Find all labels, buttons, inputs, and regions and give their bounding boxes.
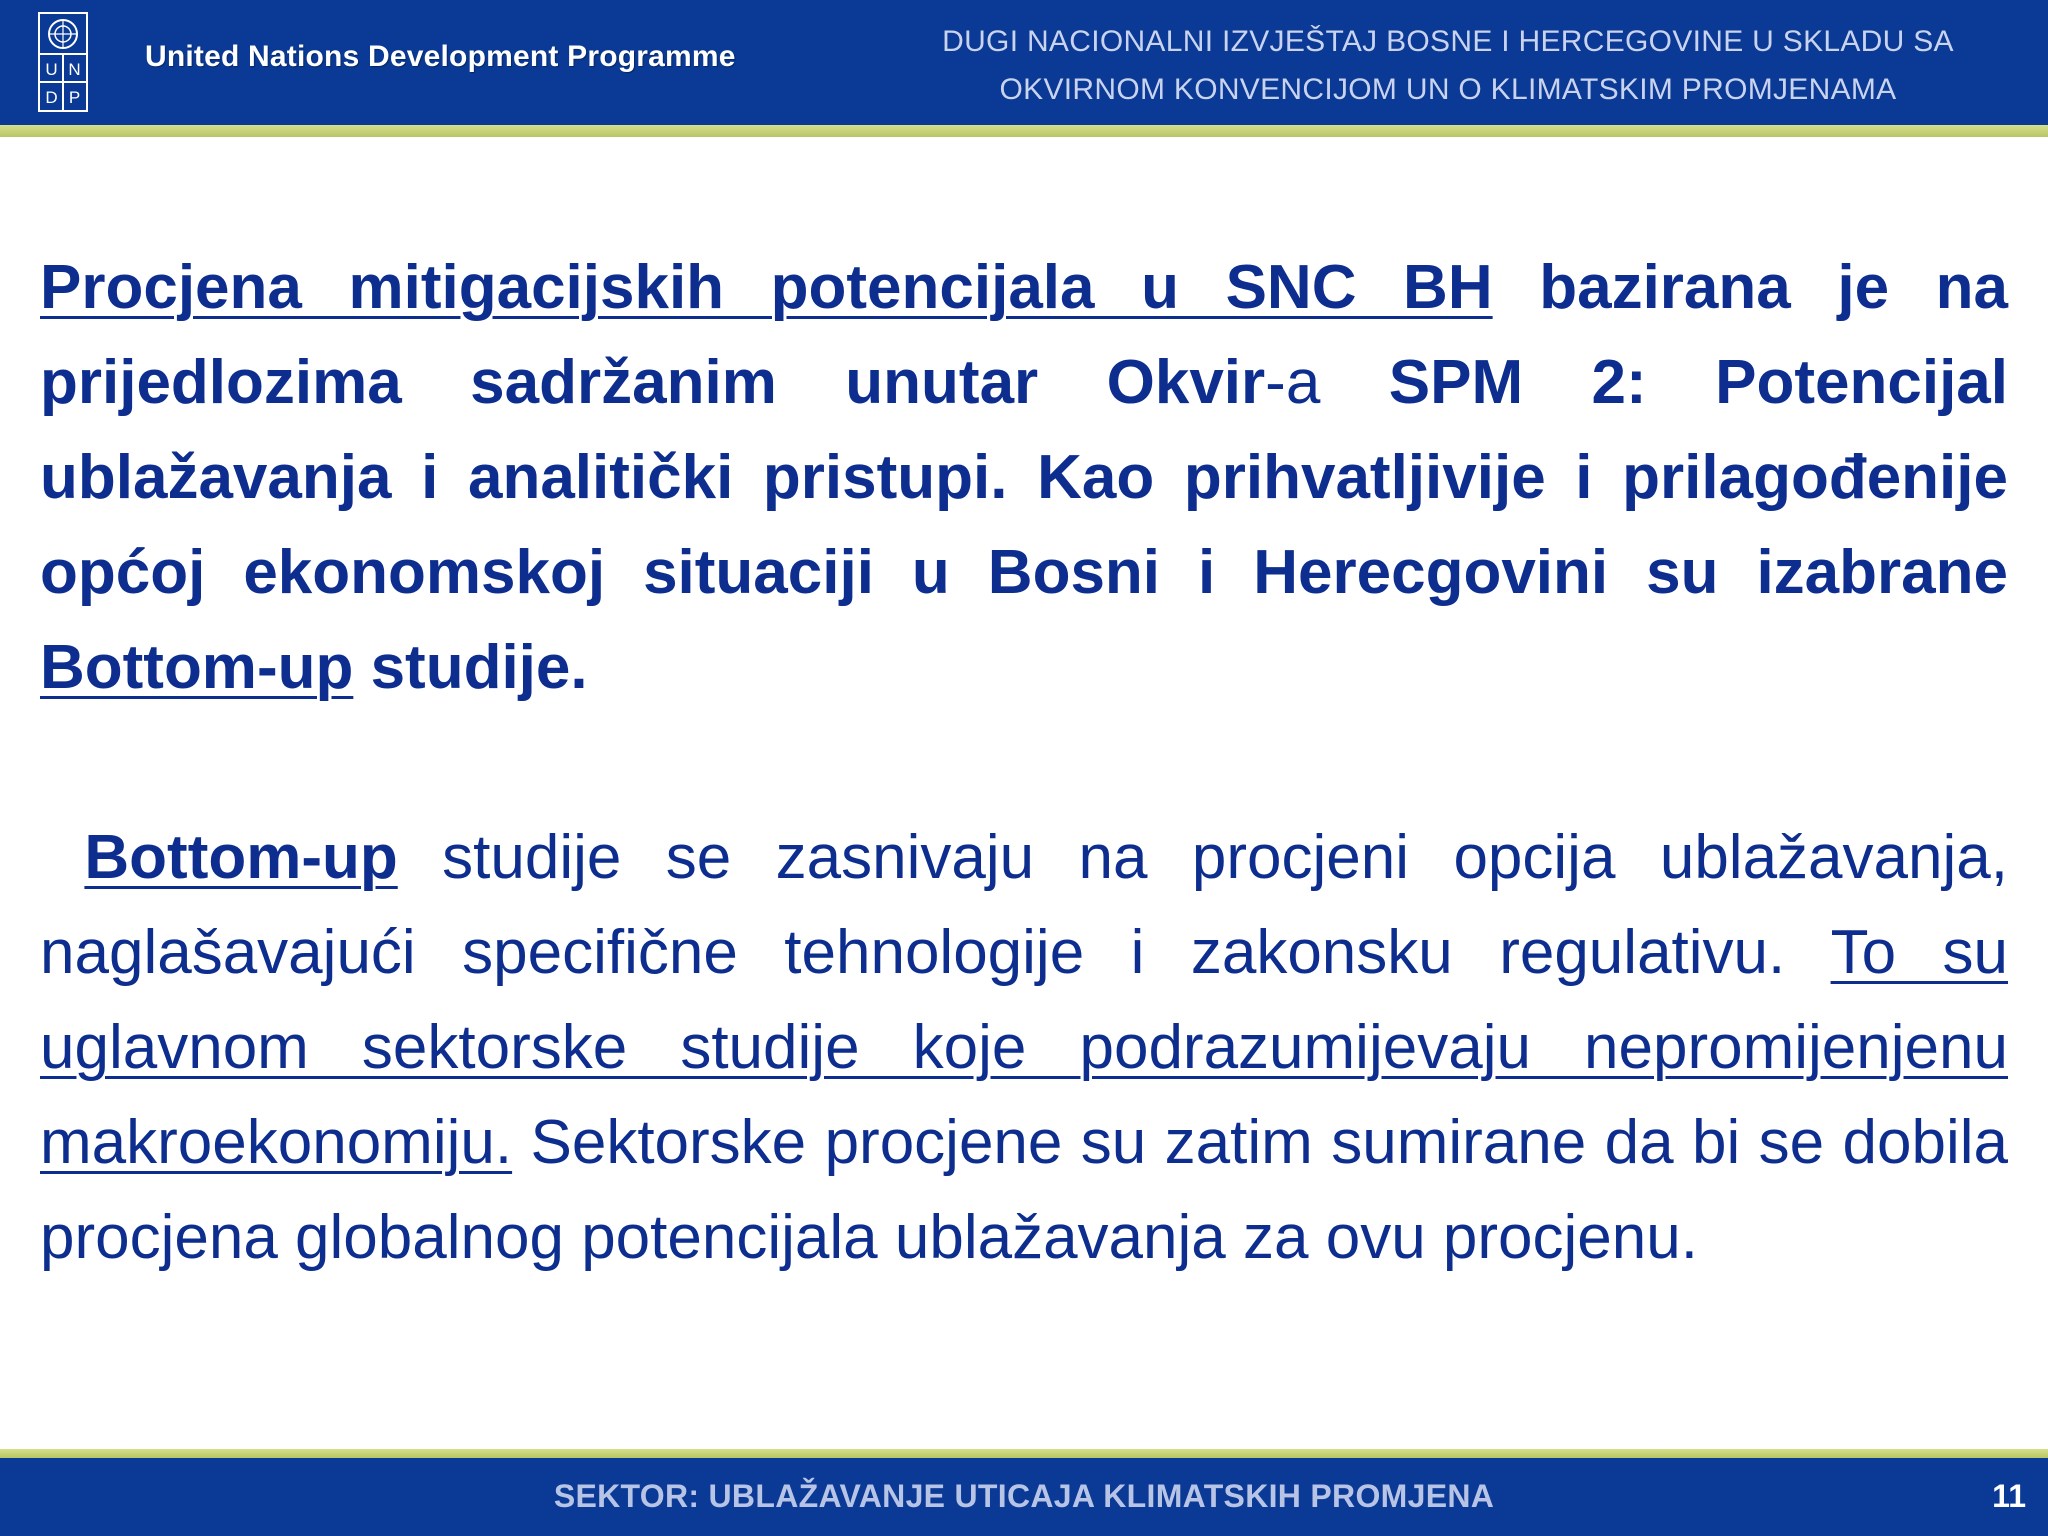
- p2-bottom-up-term: Bottom-up: [84, 823, 398, 892]
- paragraph-1: [40, 240, 2008, 715]
- slide-content: [40, 240, 2008, 1285]
- p1-text-c: studije.: [353, 633, 588, 702]
- footer-stripe: [0, 1449, 2048, 1458]
- sector-label: SEKTOR: UBLAŽAVANJE UTICAJA KLIMATSKIH PROMJENA: [553, 1478, 1495, 1514]
- p1-underlined-heading: Procjena mitigacijskih potencijala u SNC BH: [40, 253, 1493, 322]
- p1-suffix: -a: [1265, 348, 1321, 417]
- logo-letter-p: P: [68, 88, 81, 107]
- logo-letter-u: U: [45, 60, 58, 79]
- p2-text-b: Sektorske procjene su zatim sumirane da bi se dobila procjena globalnog potencijala ublažavanja za ovu procjenu.: [40, 1108, 2008, 1272]
- p1-bottom-up-term: Bottom-up: [40, 633, 354, 702]
- paragraph-gap: [40, 715, 2008, 810]
- p2-text-a: studije se zasnivaju na procjeni opcija ublažavanja, naglašavajući specifične tehnologije i zakonsku regulativu.: [40, 823, 2008, 987]
- p1-text-b: SPM 2: Potencijal ublažavanja i analitički pristupi. Kao prihvatljivije i prilagođenije općoj ekonomskoj situaciji u Bosni i Herecgovini su izabrane: [40, 348, 2008, 607]
- report-title-line-2: OKVIRNOM KONVENCIJOM UN O KLIMATSKIM PROMJENAMA: [999, 73, 1897, 106]
- un-emblem-icon: [40, 14, 86, 110]
- p2-underlined-sentence: To su uglavnom sektorske studije koje podrazumijevaju nepromijenjenu makroekonomiju.: [40, 918, 2008, 1177]
- report-title-line-1: DUGI NACIONALNI IZVJEŠTAJ BOSNE I HERCEGOVINE U SKLADU SA: [942, 25, 1954, 58]
- report-title: [860, 18, 2036, 114]
- undp-logo: [38, 12, 88, 112]
- logo-letter-n: N: [68, 60, 81, 79]
- header-stripe: [0, 125, 2048, 137]
- p1-text-a: bazirana je na prijedlozima sadržanim unutar Okvir: [40, 253, 2008, 417]
- org-name: United Nations Development Programme: [145, 40, 736, 73]
- paragraph-2: [40, 810, 2008, 1285]
- logo-letter-d: D: [45, 88, 58, 107]
- page-number: 11: [1992, 1478, 2026, 1514]
